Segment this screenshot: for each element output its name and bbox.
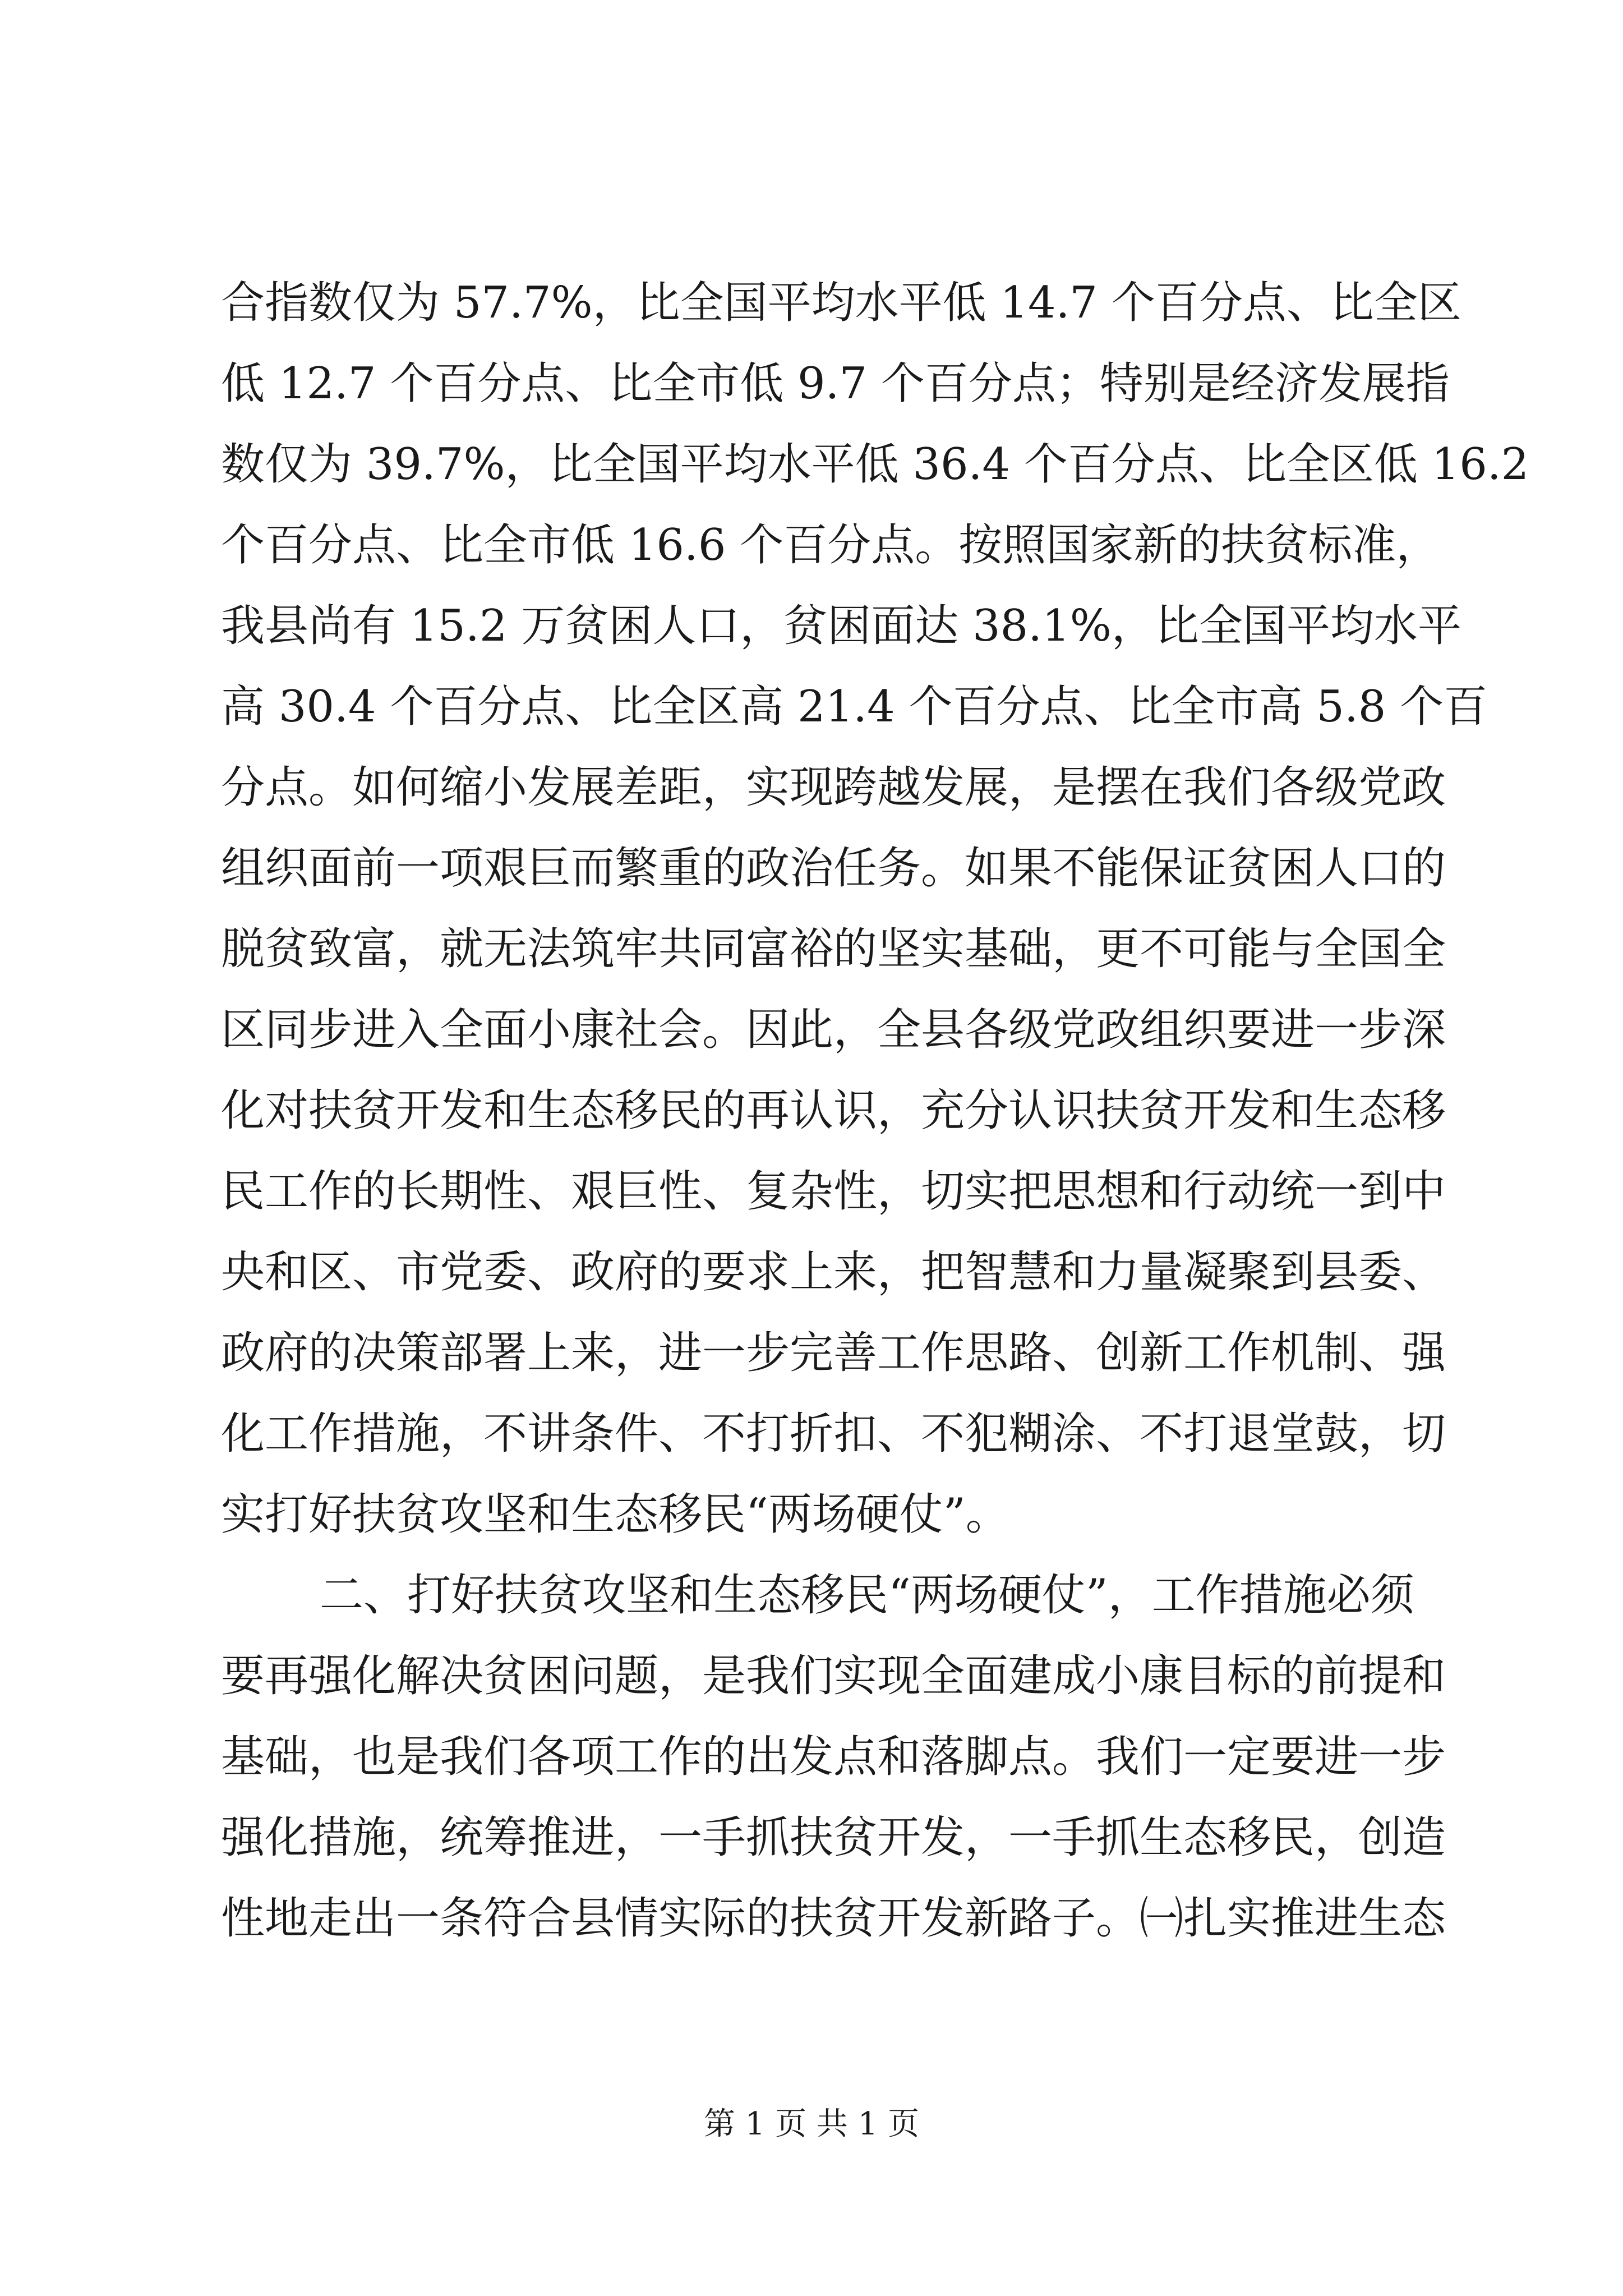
line-text: 高 30.4 个百分点、比全区高 21.4 个百分点、比全市高 5.8 个百 bbox=[221, 682, 1488, 732]
text-line bbox=[221, 424, 1529, 505]
text-line bbox=[221, 343, 1450, 424]
line-text: 政府的决策部署上来，进一步完善工作思路、创新工作机制、强 bbox=[221, 1328, 1446, 1378]
line-text: 要再强化解决贫困问题，是我们实现全面建成小康目标的前提和 bbox=[221, 1651, 1446, 1701]
text-line bbox=[221, 505, 1440, 586]
text-line bbox=[221, 990, 1446, 1070]
text-line bbox=[221, 1232, 1446, 1313]
line-text: 合指数仅为 57.7%，比全国平均水平低 14.7 个百分点、比全区 bbox=[221, 278, 1461, 328]
line-text: 分点。如何缩小发展差距，实现跨越发展，是摆在我们各级党政 bbox=[221, 762, 1446, 813]
line-text: 央和区、市党委、政府的要求上来，把智慧和力量凝聚到县委、 bbox=[221, 1247, 1446, 1297]
text-line bbox=[221, 1555, 1414, 1636]
line-text: 数仅为 39.7%，比全国平均水平低 36.4 个百分点、比全区低 16.2 bbox=[221, 439, 1529, 490]
text-line bbox=[221, 747, 1446, 828]
line-text: 性地走出一条符合县情实际的扶贫开发新路子。㈠扎实推进生态 bbox=[221, 1893, 1446, 1944]
text-line bbox=[221, 1636, 1446, 1717]
text-line bbox=[221, 1878, 1446, 1959]
text-line bbox=[221, 909, 1446, 990]
text-line bbox=[221, 666, 1488, 747]
line-text: 实打好扶贫攻坚和生态移民“两场硬仗”。 bbox=[221, 1489, 1009, 1540]
body-text bbox=[221, 263, 1529, 1959]
text-line bbox=[221, 1151, 1446, 1232]
page-footer: 第 1 页 共 1 页 bbox=[703, 2106, 920, 2142]
line-text: 我县尚有 15.2 万贫困人口，贫困面达 38.1%，比全国平均水平 bbox=[221, 601, 1461, 651]
text-line bbox=[221, 1313, 1446, 1393]
line-text: 化工作措施，不讲条件、不打折扣、不犯糊涂、不打退堂鼓，切 bbox=[221, 1409, 1446, 1459]
line-text: 组织面前一项艰巨而繁重的政治任务。如果不能保证贫困人口的 bbox=[221, 843, 1446, 894]
line-text: 基础，也是我们各项工作的出发点和落脚点。我们一定要进一步 bbox=[221, 1732, 1446, 1782]
line-text: 二、打好扶贫攻坚和生态移民“两场硬仗”，工作措施必须 bbox=[320, 1570, 1414, 1621]
line-text: 脱贫致富，就无法筑牢共同富裕的坚实基础，更不可能与全国全 bbox=[221, 924, 1446, 974]
text-line bbox=[221, 1070, 1446, 1151]
line-text: 区同步进入全面小康社会。因此，全县各级党政组织要进一步深 bbox=[221, 1005, 1446, 1055]
text-line bbox=[221, 586, 1461, 666]
text-line bbox=[221, 1393, 1446, 1474]
text-line bbox=[221, 1717, 1446, 1797]
text-line bbox=[221, 1797, 1446, 1878]
text-line bbox=[221, 263, 1461, 343]
line-text: 强化措施，统筹推进，一手抓扶贫开发，一手抓生态移民，创造 bbox=[221, 1812, 1446, 1863]
line-text: 低 12.7 个百分点、比全市低 9.7 个百分点；特别是经济发展指 bbox=[221, 358, 1450, 409]
line-text: 民工作的长期性、艰巨性、复杂性，切实把思想和行动统一到中 bbox=[221, 1166, 1446, 1217]
line-text: 个百分点、比全市低 16.6 个百分点。按照国家新的扶贫标准， bbox=[221, 520, 1440, 570]
line-text: 化对扶贫开发和生态移民的再认识，充分认识扶贫开发和生态移 bbox=[221, 1085, 1446, 1136]
text-line bbox=[221, 828, 1446, 909]
text-line bbox=[221, 1474, 1410, 1555]
